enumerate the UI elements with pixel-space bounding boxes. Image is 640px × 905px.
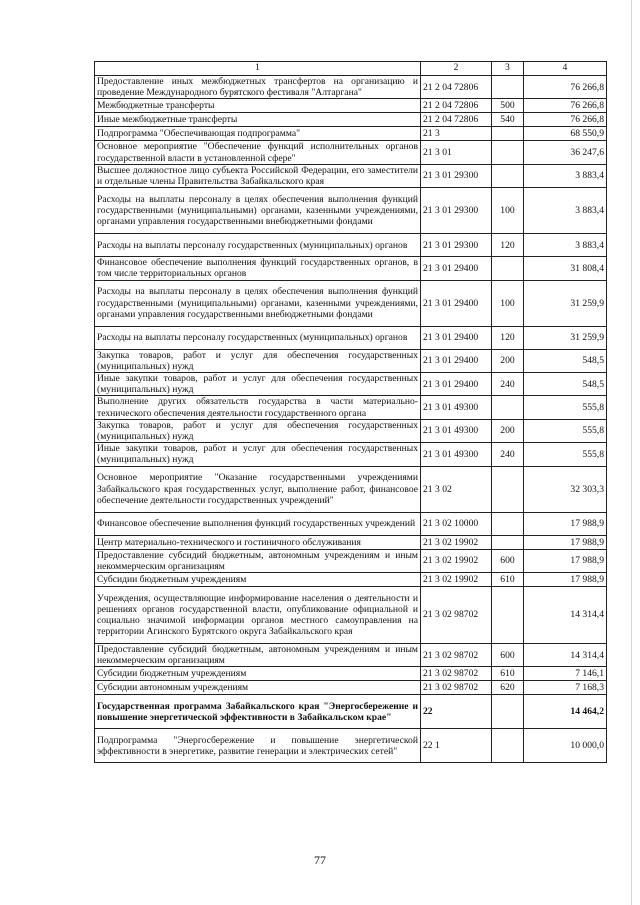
row-name-cell: Основное мероприятие "Обеспечение функций исполнительных органов государственной власти в установленной сфере" [95, 141, 421, 164]
row-name-cell: Предоставление субсидий бюджетным, автономным учреждениям и иным некоммерческим организациям [95, 644, 421, 667]
row-expense-type-cell: 100 [492, 188, 524, 234]
row-name-cell: Подпрограмма "Обеспечивающая подпрограмма" [95, 127, 421, 141]
table-row [95, 257, 607, 280]
table-row [95, 573, 607, 587]
row-sum-cell: 17 988,9 [524, 512, 607, 535]
row-name-cell: Государственная программа Забайкальского края "Энергосбережение и повышение энергетической эффективности в Забайкальском крае" [95, 695, 421, 729]
row-sum-cell: 7 146,1 [524, 667, 607, 681]
table-row [95, 113, 607, 127]
table-row [95, 695, 607, 729]
row-code-cell: 21 3 01 29400 [421, 373, 492, 396]
row-name-cell: Центр материально-технического и гостиничного обслуживания [95, 535, 421, 549]
row-code-cell: 21 3 01 29300 [421, 164, 492, 187]
row-sum-cell: 31 259,9 [524, 280, 607, 326]
row-name-cell: Финансовое обеспечение выполнения функций государственных учреждений [95, 512, 421, 535]
row-code-cell: 21 3 01 29400 [421, 257, 492, 280]
row-expense-type-cell: 120 [492, 326, 524, 349]
row-expense-type-cell [492, 141, 524, 164]
row-sum-cell: 3 883,4 [524, 234, 607, 257]
row-sum-cell: 548,5 [524, 373, 607, 396]
header-cell-sum: 4 [524, 62, 607, 76]
table-row [95, 373, 607, 396]
row-sum-cell: 76 266,8 [524, 113, 607, 127]
row-sum-cell: 3 883,4 [524, 164, 607, 187]
budget-table [94, 61, 607, 763]
row-name-cell: Иные межбюджетные трансферты [95, 113, 421, 127]
row-name-cell: Межбюджетные трансферты [95, 99, 421, 113]
row-sum-cell: 17 988,9 [524, 549, 607, 572]
row-expense-type-cell [492, 76, 524, 99]
table-row [95, 729, 607, 763]
row-expense-type-cell [492, 729, 524, 763]
row-sum-cell: 31 259,9 [524, 326, 607, 349]
row-sum-cell: 17 988,9 [524, 535, 607, 549]
row-name-cell: Предоставление иных межбюджетных трансфертов на организацию и проведение Международного бурятского фестиваля "Алтаргана" [95, 76, 421, 99]
row-name-cell: Иные закупки товаров, работ и услуг для обеспечения государственных (муниципальных) нужд [95, 443, 421, 466]
row-code-cell: 21 3 02 10000 [421, 512, 492, 535]
row-name-cell: Закупка товаров, работ и услуг для обеспечения государственных (муниципальных) нужд [95, 349, 421, 372]
row-expense-type-cell: 200 [492, 349, 524, 372]
row-code-cell: 21 3 02 [421, 466, 492, 512]
row-sum-cell: 68 550,9 [524, 127, 607, 141]
row-name-cell: Субсидии бюджетным учреждениям [95, 573, 421, 587]
row-expense-type-cell [492, 587, 524, 644]
row-name-cell: Расходы на выплаты персоналу государственных (муниципальных) органов [95, 326, 421, 349]
row-expense-type-cell [492, 512, 524, 535]
row-code-cell: 22 1 [421, 729, 492, 763]
page-number: 77 [314, 853, 326, 867]
table-row [95, 164, 607, 187]
table-row [95, 549, 607, 572]
row-code-cell: 22 [421, 695, 492, 729]
row-code-cell: 21 3 01 49300 [421, 419, 492, 442]
row-code-cell: 21 3 02 98702 [421, 644, 492, 667]
header-cell-code: 2 [421, 62, 492, 76]
row-expense-type-cell [492, 257, 524, 280]
row-expense-type-cell [492, 466, 524, 512]
table-header-row [95, 62, 607, 76]
table-row [95, 667, 607, 681]
table-row [95, 127, 607, 141]
table-row [95, 396, 607, 419]
table-row [95, 644, 607, 667]
table-row [95, 234, 607, 257]
row-name-cell: Выполнение других обязательств государства в части материально-технического обеспечения деятельности государственного органа [95, 396, 421, 419]
table-row [95, 188, 607, 234]
row-sum-cell: 14 464,2 [524, 695, 607, 729]
row-code-cell: 21 3 [421, 127, 492, 141]
row-code-cell: 21 3 01 29400 [421, 280, 492, 326]
row-name-cell: Учреждения, осуществляющие информирование населения о деятельности и решениях органов государственной власти, опубликование официальной и социально значимой информации органов местного самоуправления на территории Агинского Бурятского округа Забайкальского края [95, 587, 421, 644]
row-code-cell: 21 3 01 49300 [421, 443, 492, 466]
row-name-cell: Основное мероприятие "Оказание государственными учреждениями Забайкальского края государственных услуг, выполнение работ, финансовое обеспечение деятельности государственных учреждений" [95, 466, 421, 512]
table-row [95, 326, 607, 349]
row-code-cell: 21 3 01 29400 [421, 349, 492, 372]
row-sum-cell: 10 000,0 [524, 729, 607, 763]
row-sum-cell: 7 168,3 [524, 681, 607, 695]
row-sum-cell: 32 303,3 [524, 466, 607, 512]
row-code-cell: 21 3 02 19902 [421, 573, 492, 587]
row-expense-type-cell [492, 164, 524, 187]
row-code-cell: 21 3 01 [421, 141, 492, 164]
row-sum-cell: 36 247,6 [524, 141, 607, 164]
row-expense-type-cell: 620 [492, 681, 524, 695]
row-code-cell: 21 3 02 98702 [421, 667, 492, 681]
row-sum-cell: 14 314,4 [524, 587, 607, 644]
row-sum-cell: 555,8 [524, 443, 607, 466]
header-cell-expense-type: 3 [492, 62, 524, 76]
table-row [95, 535, 607, 549]
row-expense-type-cell: 500 [492, 99, 524, 113]
row-code-cell: 21 2 04 72806 [421, 99, 492, 113]
row-code-cell: 21 3 02 19902 [421, 549, 492, 572]
table-row [95, 419, 607, 442]
row-expense-type-cell: 600 [492, 549, 524, 572]
row-code-cell: 21 3 01 29300 [421, 234, 492, 257]
row-name-cell: Подпрограмма "Энергосбережение и повышение энергетической эффективности в энергетике, развитие генерации и электрических сетей" [95, 729, 421, 763]
row-sum-cell: 555,8 [524, 396, 607, 419]
row-expense-type-cell: 610 [492, 667, 524, 681]
table-row [95, 99, 607, 113]
table-row [95, 141, 607, 164]
table-row [95, 443, 607, 466]
table-row [95, 280, 607, 326]
row-name-cell: Иные закупки товаров, работ и услуг для обеспечения государственных (муниципальных) нужд [95, 373, 421, 396]
table-row [95, 466, 607, 512]
budget-table-body [95, 62, 607, 763]
table-row [95, 681, 607, 695]
row-code-cell: 21 3 02 19902 [421, 535, 492, 549]
row-expense-type-cell [492, 127, 524, 141]
row-code-cell: 21 3 01 29300 [421, 188, 492, 234]
row-sum-cell: 76 266,8 [524, 76, 607, 99]
row-code-cell: 21 3 02 98702 [421, 587, 492, 644]
row-name-cell: Предоставление субсидий бюджетным, автономным учреждениям и иным некоммерческим организациям [95, 549, 421, 572]
row-name-cell: Субсидии автономным учреждениям [95, 681, 421, 695]
row-expense-type-cell: 610 [492, 573, 524, 587]
row-sum-cell: 76 266,8 [524, 99, 607, 113]
row-expense-type-cell: 540 [492, 113, 524, 127]
row-sum-cell: 14 314,4 [524, 644, 607, 667]
row-expense-type-cell: 600 [492, 644, 524, 667]
row-code-cell: 21 3 02 98702 [421, 681, 492, 695]
row-name-cell: Финансовое обеспечение выполнения функций государственных органов, в том числе территориальных органов [95, 257, 421, 280]
row-code-cell: 21 2 04 72806 [421, 113, 492, 127]
row-expense-type-cell: 240 [492, 443, 524, 466]
row-expense-type-cell: 240 [492, 373, 524, 396]
row-sum-cell: 17 988,9 [524, 573, 607, 587]
table-row [95, 349, 607, 372]
table-row [95, 587, 607, 644]
table-row [95, 76, 607, 99]
row-name-cell: Расходы на выплаты персоналу государственных (муниципальных) органов [95, 234, 421, 257]
row-expense-type-cell: 120 [492, 234, 524, 257]
row-name-cell: Расходы на выплаты персоналу в целях обеспечения выполнения функций государственными (муниципальными) органами, казенными учреждениями, органами управления государственными внебюджетными фондами [95, 188, 421, 234]
table-row [95, 512, 607, 535]
row-name-cell: Расходы на выплаты персоналу в целях обеспечения выполнения функций государственными (муниципальными) органами, казенными учреждениями, органами управления государственными внебюджетными фондами [95, 280, 421, 326]
row-code-cell: 21 3 01 49300 [421, 396, 492, 419]
row-expense-type-cell [492, 396, 524, 419]
row-code-cell: 21 2 04 72806 [421, 76, 492, 99]
row-name-cell: Закупка товаров, работ и услуг для обеспечения государственных (муниципальных) нужд [95, 419, 421, 442]
row-name-cell: Субсидии бюджетным учреждениям [95, 667, 421, 681]
row-expense-type-cell [492, 695, 524, 729]
row-code-cell: 21 3 01 29400 [421, 326, 492, 349]
page-edge-line [631, 0, 632, 905]
row-sum-cell: 31 808,4 [524, 257, 607, 280]
row-name-cell: Высшее должностное лицо субъекта Российской Федерации, его заместители и отдельные члены Правительства Забайкальского края [95, 164, 421, 187]
row-expense-type-cell [492, 535, 524, 549]
row-expense-type-cell: 200 [492, 419, 524, 442]
row-expense-type-cell: 100 [492, 280, 524, 326]
row-sum-cell: 548,5 [524, 349, 607, 372]
header-cell-name: 1 [95, 62, 421, 76]
row-sum-cell: 555,8 [524, 419, 607, 442]
row-sum-cell: 3 883,4 [524, 188, 607, 234]
